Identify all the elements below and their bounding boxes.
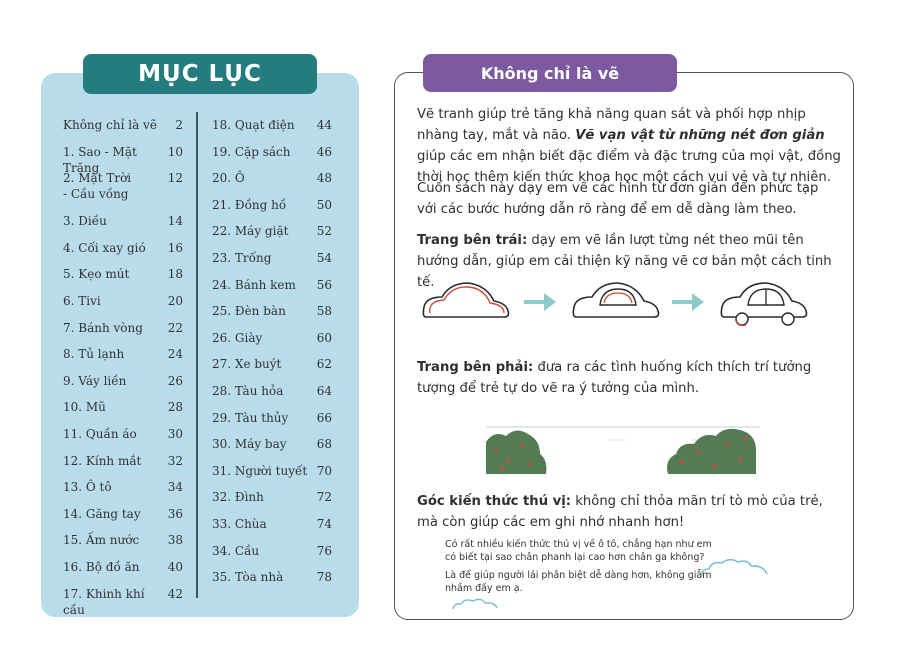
toc-entry-label: 1. Sao - Mặt Trăng: [63, 144, 137, 175]
toc-entry-label: 4. Cối xay gió: [63, 240, 146, 255]
toc-entry-page: 26: [167, 373, 183, 388]
toc-entry-label: 19. Cặp sách: [212, 144, 291, 159]
right-page-label: Trang bên phải:: [417, 360, 534, 375]
toc-entry: [212, 144, 332, 171]
toc-entry-label: 23. Trống: [212, 250, 272, 265]
toc-entry-page: 52: [316, 224, 332, 239]
toc-entry: [212, 223, 332, 250]
toc-entry-label: 3. Diều: [63, 214, 107, 229]
cloud-decoration-left: [451, 597, 501, 613]
toc-entry: [212, 436, 332, 463]
toc-entry-label: 28. Tàu hỏa: [212, 383, 284, 398]
toc-entry-label: 18. Quạt điện: [212, 118, 295, 132]
cloud-decoration-right: [699, 556, 771, 580]
toc-entry: [63, 453, 183, 480]
toc-entry: [63, 320, 183, 347]
toc-entry-page: 10: [167, 144, 183, 159]
step-arrow-1: [524, 293, 556, 311]
toc-entry: [63, 144, 183, 175]
toc-entry-page: 78: [316, 570, 332, 585]
right-page-paragraph: [417, 357, 841, 399]
toc-column-left: [63, 117, 193, 617]
toc-entry: [63, 479, 183, 506]
toc-entry-label: 2. Mặt Trời - Cầu vồng: [63, 171, 132, 202]
toc-column-right: [212, 117, 342, 596]
toc-entry: [212, 516, 332, 543]
car-step-2: [573, 283, 658, 317]
fun-corner-label: Góc kiến thức thú vị:: [417, 494, 572, 509]
toc-entry-label: 16. Bộ đồ ăn: [63, 559, 140, 574]
intro-paragraph-2: Cuốn sách này dạy em vẽ các hình từ đơn giản đến phức tạp với các bước hướng dẫn rõ ràng để em dễ dàng làm theo.: [417, 181, 819, 217]
toc-title: MỤC LỤC: [83, 54, 317, 94]
toc-entry-label: 9. Váy liền: [63, 373, 127, 388]
intro-title: Không chỉ là vẽ: [423, 54, 677, 92]
toc-entry: [63, 213, 183, 240]
bush-right: [667, 429, 756, 474]
note-question: Có rất nhiều kiến thức thú vị về ô tô, chẳng hạn như em có biết tại sao chân phanh lại cao hơn chân ga không?: [445, 539, 712, 563]
toc-entry-label: 31. Người tuyết: [212, 463, 308, 478]
toc-entry-page: 30: [167, 426, 183, 441]
toc-entry-page: 14: [167, 214, 183, 229]
toc-entry-label: Không chỉ là vẽ: [63, 118, 157, 132]
drawing-steps-illustration: [420, 277, 820, 329]
toc-entry: [212, 330, 332, 357]
toc-entry-label: 14. Găng tay: [63, 506, 141, 521]
toc-entry-label: 6. Tivi: [63, 293, 101, 308]
toc-entry-page: 40: [167, 559, 183, 574]
toc-entry: [212, 489, 332, 516]
toc-entry: [212, 463, 332, 490]
toc-entry-page: 66: [316, 410, 332, 425]
toc-entry: [63, 293, 183, 320]
scene-illustration: [484, 420, 760, 478]
toc-entry: [63, 506, 183, 533]
toc-entry: [63, 426, 183, 453]
p1-end: giúp các em nhận biết đặc điểm và đặc trưng của mọi vật, đồng thời học thêm kiến thức khoa học một cách vui vẻ và tự nhiên.: [417, 149, 841, 185]
toc-entry-page: 36: [167, 506, 183, 521]
toc-entry-label: 21. Đồng hồ: [212, 197, 287, 212]
toc-entry-page: 34: [167, 480, 183, 495]
toc-entry-page: 28: [167, 400, 183, 415]
toc-entry: [212, 277, 332, 304]
toc-entry: [212, 410, 332, 437]
toc-entry-page: 20: [167, 293, 183, 308]
toc-entry: [63, 170, 183, 213]
left-page-text: dạy em vẽ lần lượt từng nét theo mũi tên hướng dẫn, giúp em cải thiện kỹ năng vẽ cơ bản một cách tinh tế.: [417, 233, 832, 290]
toc-entry-label: 30. Máy bay: [212, 437, 287, 452]
toc-entry-label: 32. Đình: [212, 490, 264, 505]
toc-entry: [212, 170, 332, 197]
toc-entry-label: 24. Bánh kem: [212, 277, 296, 292]
toc-entry: [212, 383, 332, 410]
toc-entry-page: 38: [167, 533, 183, 548]
toc-entry: [63, 346, 183, 373]
toc-entry-label: 13. Ô tô: [63, 480, 112, 495]
toc-entry-page: 18: [167, 267, 183, 282]
toc-entry: [212, 543, 332, 570]
fun-corner-text: không chỉ thỏa mãn trí tò mò của trẻ, mà còn giúp các em ghi nhớ nhanh hơn!: [417, 494, 823, 530]
car-step-3: [721, 283, 806, 326]
toc-entry-page: 62: [316, 357, 332, 372]
toc-entry-label: 20. Ô: [212, 171, 245, 186]
toc-entry-label: 15. Ấm nước: [63, 533, 140, 548]
toc-entry-label: 17. Khinh khí cầu: [63, 586, 145, 617]
step-arrow-2: [672, 293, 704, 311]
toc-entry-page: 74: [316, 516, 332, 531]
fun-corner-paragraph: [417, 491, 841, 533]
toc-entry: [212, 569, 332, 596]
toc-entry-page: 54: [316, 250, 332, 265]
toc-entry: [63, 559, 183, 586]
toc-entry: [212, 303, 332, 330]
car-step-1: [423, 283, 508, 317]
toc-entry: [212, 356, 332, 383]
toc-entry: [63, 266, 183, 293]
toc-entry-page: 76: [316, 543, 332, 558]
toc-entry-label: 27. Xe buýt: [212, 357, 282, 372]
toc-entry-page: 70: [316, 463, 332, 478]
intro-paragraph-1: [417, 104, 841, 188]
toc-entry-label: 11. Quần áo: [63, 426, 137, 441]
toc-entry-page: 42: [167, 586, 183, 601]
toc-entry-page: 16: [167, 240, 183, 255]
toc-entry-page: 2: [175, 118, 183, 132]
toc-entry: [63, 373, 183, 400]
toc-entry-label: 10. Mũ: [63, 400, 106, 415]
left-page-label: Trang bên trái:: [417, 233, 528, 248]
toc-entry-page: 48: [316, 171, 332, 186]
toc-entry: [212, 117, 332, 144]
toc-entry-label: 22. Máy giặt: [212, 224, 289, 239]
toc-entry-page: 68: [316, 437, 332, 452]
toc-divider: [196, 112, 198, 598]
toc-entry-page: 72: [316, 490, 332, 505]
toc-entry-page: 46: [316, 144, 332, 159]
toc-entry-page: 56: [316, 277, 332, 292]
bush-left: [486, 430, 546, 474]
toc-entry-label: 7. Bánh vòng: [63, 320, 143, 335]
toc-entry-page: 50: [316, 197, 332, 212]
toc-entry-label: 5. Kẹo mút: [63, 267, 130, 282]
toc-entry-label: 29. Tàu thủy: [212, 410, 289, 425]
toc-entry-label: 26. Giày: [212, 330, 263, 345]
toc-entry: [212, 197, 332, 224]
toc-entry-page: 44: [316, 118, 332, 132]
toc-entry-page: 64: [316, 383, 332, 398]
toc-entry: [63, 117, 183, 144]
toc-entry-label: 35. Tòa nhà: [212, 570, 284, 585]
toc-entry: [63, 399, 183, 426]
p1-emphasis: Vẽ vạn vật từ những nét đơn giản: [575, 128, 825, 143]
toc-entry-label: 34. Cầu: [212, 543, 260, 558]
toc-entry-label: 25. Đèn bàn: [212, 304, 286, 319]
toc-entry-label: 8. Tủ lạnh: [63, 347, 125, 362]
toc-entry-label: 33. Chùa: [212, 516, 267, 531]
toc-entry: [63, 240, 183, 267]
toc-entry-page: 32: [167, 453, 183, 468]
toc-entry-page: 22: [167, 320, 183, 335]
toc-entry-page: 24: [167, 347, 183, 362]
toc-entry: [212, 250, 332, 277]
toc-entry-page: 60: [316, 330, 332, 345]
right-page-text: đưa ra các tình huống kích thích trí tưởng tượng để trẻ tự do vẽ ra ý tưởng của mình.: [417, 360, 812, 396]
toc-entry: [63, 586, 183, 617]
toc-entry-label: 12. Kính mắt: [63, 453, 142, 468]
p1-start: Vẽ tranh giúp trẻ tăng khả năng quan sát và phối hợp nhịp nhàng tay, mắt và não.: [417, 107, 806, 143]
note-answer: Là để giúp người lái phân biệt dễ dàng hơn, không giẫm nhầm đấy em ạ.: [445, 570, 712, 594]
toc-entry: [63, 532, 183, 559]
toc-entry-page: 58: [316, 304, 332, 319]
toc-entry-page: 12: [167, 171, 183, 186]
